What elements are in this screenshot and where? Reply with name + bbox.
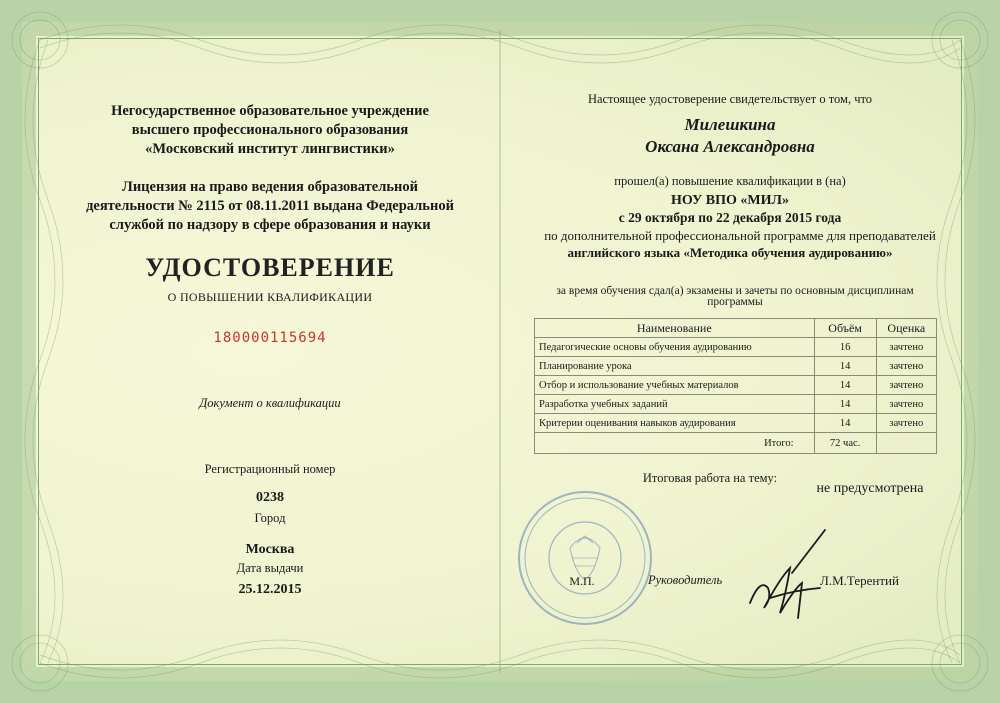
- total-label: Итого:: [535, 433, 815, 454]
- header-name: Наименование: [535, 319, 815, 338]
- subject-name: Планирование урока: [535, 357, 815, 376]
- head-name: Л.М.Терентий: [820, 573, 899, 588]
- subject-grade: зачтено: [876, 357, 936, 376]
- subject-name: Отбор и использование учебных материалов: [535, 376, 815, 395]
- institution-name: НОУ ВПО «МИЛ»: [671, 193, 789, 208]
- intro-text: Настоящее удостоверение свидетельствует о том, что: [587, 92, 873, 106]
- total-grade-empty: [876, 433, 936, 454]
- subject-volume: 14: [814, 395, 876, 414]
- table-row: [535, 338, 937, 357]
- license-info: [60, 178, 480, 235]
- subject-name: Разработка учебных заданий: [535, 395, 815, 414]
- subject-grade: зачтено: [876, 376, 936, 395]
- page-fold: [499, 30, 501, 673]
- grades-table: [534, 318, 937, 454]
- org-line: «Московский институт лингвистики»: [145, 141, 395, 157]
- org-line: высшего профессионального образования: [131, 122, 409, 138]
- final-work-value: не предусмотрена: [816, 481, 924, 496]
- subject-name: Педагогические основы обучения аудированию: [535, 338, 815, 357]
- certificate-title: УДОСТОВЕРЕНИЕ: [145, 253, 395, 282]
- holder-given-names: Оксана Александровна: [645, 137, 815, 156]
- subject-volume: 14: [814, 414, 876, 433]
- subject-name: Критерии оценивания навыков аудирования: [535, 414, 815, 433]
- seal-label: М.П.: [569, 574, 595, 588]
- exams-text-2: программы: [707, 296, 763, 308]
- exams-text: за время обучения сдал(а) экзамены и зачеты по основным дисциплинам: [556, 285, 914, 297]
- passed-text: прошел(а) повышение квалификации в (на): [614, 174, 846, 188]
- table-header-row: [535, 319, 937, 338]
- org-line: Негосударственное образовательное учреждение: [111, 103, 429, 119]
- issue-date-label: Дата выдачи: [236, 561, 304, 575]
- table-row: [535, 376, 937, 395]
- signature-icon: [740, 528, 830, 628]
- program-line: по дополнительной профессиональной программе для преподавателей: [544, 228, 936, 243]
- document-kind: Документ о квалификации: [199, 396, 341, 410]
- issue-date-value: 25.12.2015: [238, 582, 302, 597]
- program-title: английского языка «Методика обучения аудированию»: [567, 245, 893, 260]
- certificate-subtitle: О ПОВЫШЕНИИ КВАЛИФИКАЦИИ: [167, 290, 373, 304]
- city-value: Москва: [245, 542, 295, 557]
- organization-name: [60, 102, 480, 159]
- city-label: Город: [254, 511, 286, 525]
- subject-grade: зачтено: [876, 338, 936, 357]
- serial-number: 180000115694: [213, 330, 327, 346]
- subject-grade: зачтено: [876, 395, 936, 414]
- table-row: [535, 414, 937, 433]
- holder-surname: Милешкина: [684, 115, 776, 134]
- registration-number: 0238: [256, 490, 284, 505]
- table-row: [535, 395, 937, 414]
- subject-grade: зачтено: [876, 414, 936, 433]
- header-volume: Объём: [814, 319, 876, 338]
- license-line: службой по надзору в сфере образования и науки: [109, 217, 431, 233]
- header-grade: Оценка: [876, 319, 936, 338]
- head-label: Руководитель: [648, 573, 723, 587]
- total-value: 72 час.: [814, 433, 876, 454]
- registration-label: Регистрационный номер: [204, 462, 336, 476]
- subject-volume: 14: [814, 376, 876, 395]
- table-row: [535, 357, 937, 376]
- subject-volume: 14: [814, 357, 876, 376]
- course-dates: с 29 октября по 22 декабря 2015 года: [618, 210, 842, 225]
- license-line: деятельности № 2115 от 08.11.2011 выдана Федеральной: [86, 198, 454, 214]
- final-work-label: Итоговая работа на тему:: [642, 471, 778, 485]
- license-line: Лицензия на право ведения образовательной: [122, 179, 418, 195]
- table-total-row: [535, 433, 937, 454]
- subject-volume: 16: [814, 338, 876, 357]
- official-seal-icon: [515, 488, 655, 628]
